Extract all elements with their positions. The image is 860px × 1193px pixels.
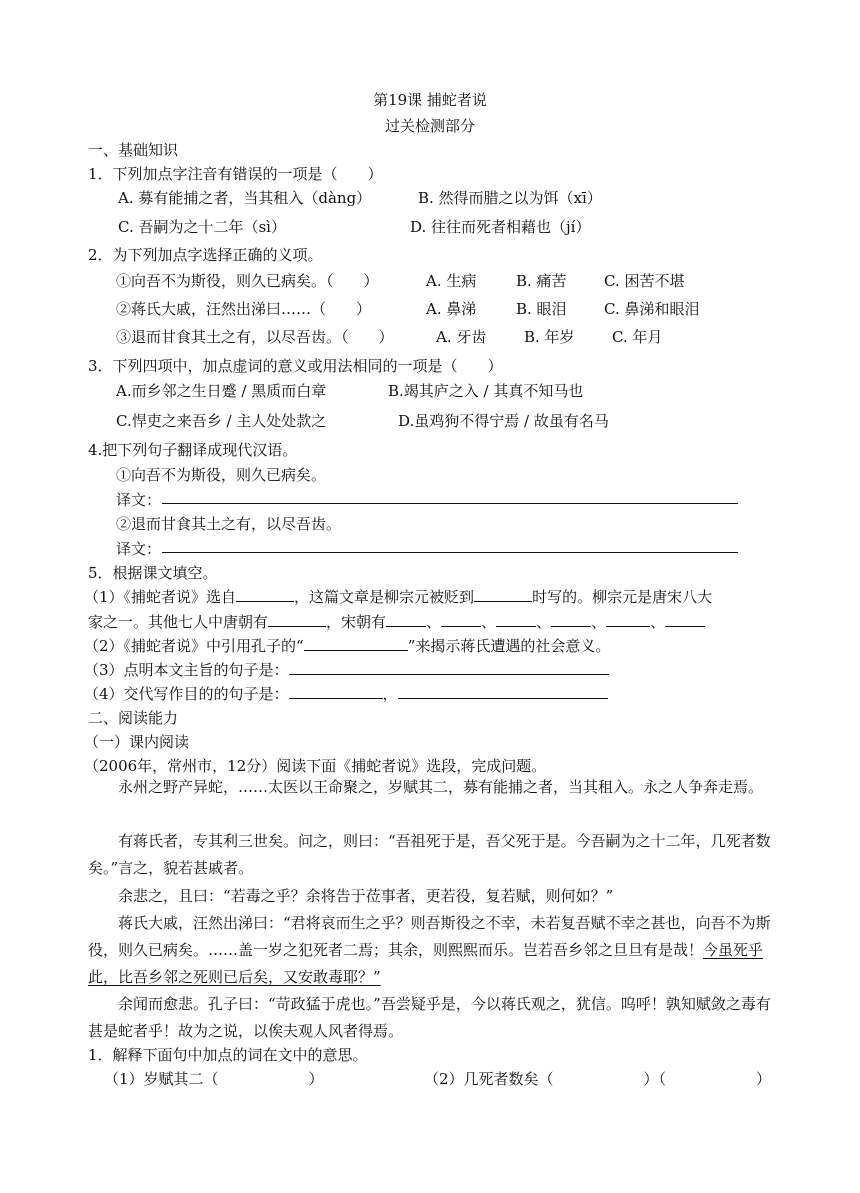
q2-item-1-b: B. 痛苦: [516, 272, 567, 290]
q5-line-3-b: ”来揭示蒋氏遭遇的社会意义。: [407, 637, 611, 655]
q5-line-2-a: 家之一。其他七人中唐朝有: [88, 613, 269, 631]
separator: 、: [650, 613, 666, 631]
q5-blank-confucius-quote[interactable]: [304, 636, 408, 651]
q5-line-1-b: ，这篇文章是柳宗元被贬到: [294, 588, 475, 606]
reading-question-1-b: （2）几死者数矣（ ）（ ）: [424, 1070, 772, 1088]
question-4-stem: 4.把下列句子翻译成现代汉语。: [88, 441, 298, 459]
q1-option-d: D. 往往而死者相藉也（jí）: [410, 218, 591, 236]
passage-paragraph-5: 余闻而愈悲。孔子曰：“苛政猛于虎也。”吾尝疑乎是，今以蒋氏观之，犹信。呜呼！孰知赋敛之毒有甚是蛇者乎！故为之说，以俟夫观人风者得焉。: [88, 995, 771, 1040]
q5-blank-song-6[interactable]: [665, 612, 705, 627]
q2-item-3: ③退而甘食其土之有，以尽吾齿。（ ）: [116, 328, 394, 346]
q3-option-a: A.而乡邻之生日蹙 / 黑质而白章: [116, 382, 327, 400]
q4-translation-1-label: 译文：: [116, 491, 162, 509]
passage-paragraph-4: [88, 910, 773, 991]
question-1-stem: 1．下列加点字注音有错误的一项是（ ）: [88, 165, 383, 183]
q3-option-d: D.虽鸡狗不得宁焉 / 故虽有名马: [398, 412, 609, 430]
q5-line-5-label: （4）交代写作目的的句子是：: [84, 685, 289, 703]
question-3-stem: 3．下列四项中，加点虚词的意义或用法相同的一项是（ ）: [88, 357, 503, 375]
q4-translation-1-blank[interactable]: [162, 489, 738, 504]
q4-sentence-1: ①向吾不为斯役，则久已病矣。: [116, 466, 327, 484]
q3-option-b: B.竭其庐之入 / 其真不知马也: [388, 382, 584, 400]
q5-blank-exile-place[interactable]: [474, 587, 532, 602]
q2-item-1-c: C. 困苦不堪: [604, 272, 685, 290]
q2-item-2-c: C. 鼻涕和眼泪: [604, 300, 700, 318]
q2-item-3-a: A. 牙齿: [436, 328, 487, 346]
section-heading-basic: 一、基础知识: [88, 141, 179, 159]
q1-option-a: A. 募有能捕之者，当其租入（dàng）: [118, 189, 372, 207]
q2-item-3-b: B. 年岁: [524, 328, 575, 346]
passage-paragraph-2: 有蒋氏者，专其利三世矣。问之，则曰：“吾祖死于是，吾父死于是。今吾嗣为之十二年，几死者数矣。”言之，貌若甚戚者。: [88, 832, 771, 877]
reading-source: （2006年，常州市，12分）阅读下面《捕蛇者说》选段，完成问题。: [84, 757, 547, 775]
q5-line-4-label: （3）点明本文主旨的句子是：: [84, 661, 289, 679]
q2-item-2-b: B. 眼泪: [516, 300, 567, 318]
q2-item-1-a: A. 生病: [426, 272, 477, 290]
q4-sentence-2: ②退而甘食其土之有，以尽吾齿。: [116, 515, 342, 533]
subsection-heading: （一）课内阅读: [84, 733, 190, 751]
q5-line-3: [84, 636, 780, 656]
q5-blank-source[interactable]: [236, 587, 294, 602]
q3-option-c: C.悍吏之来吾乡 / 主人处处款之: [116, 412, 327, 430]
passage-paragraph-1: 永州之野产异蛇，……太医以王命聚之，岁赋其二，募有能捕之者，当其租入。永之人争奔走焉。: [118, 778, 764, 796]
separator: 、: [481, 613, 497, 631]
separator: 、: [591, 613, 607, 631]
q5-line-1-c: 时写的。柳宗元是唐宋八大: [532, 588, 713, 606]
q5-line-1-a: （1）《捕蛇者说》选自: [84, 588, 237, 606]
q4-translation-2-label: 译文：: [116, 540, 162, 558]
q2-item-1: ①向吾不为斯役，则久已病矣。（ ）: [116, 272, 379, 290]
q2-item-3-c: C. 年月: [612, 328, 663, 346]
q5-blank-song-4[interactable]: [551, 612, 591, 627]
reading-question-1-stem: 1．解释下面句中加点的词在文中的意思。: [88, 1046, 368, 1064]
q5-blank-song-3[interactable]: [496, 612, 536, 627]
q5-line-3-a: （2）《捕蛇者说》中引用孔子的“: [84, 637, 304, 655]
q5-blank-song-5[interactable]: [606, 612, 650, 627]
q1-option-c: C. 吾嗣为之十二年（sì）: [118, 218, 286, 236]
q2-item-2: ②蒋氏大戚，汪然出涕曰……（ ）: [116, 300, 372, 318]
q5-line-2-b: ，宋朝有: [326, 613, 387, 631]
q5-blank-theme-sentence[interactable]: [289, 660, 609, 675]
question-2-stem: 2．为下列加点字选择正确的义项。: [88, 246, 323, 264]
underlined-sentence: 今虽死乎此，比吾乡邻之死则已后矣，又安敢毒耶？”: [88, 941, 764, 986]
q5-blank-song-1[interactable]: [386, 612, 426, 627]
q5-blank-purpose-2[interactable]: [398, 684, 608, 699]
reading-question-1-a: （1）岁赋其二（ ）: [104, 1070, 324, 1088]
q4-translation-2-blank[interactable]: [162, 538, 738, 553]
question-5-stem: 5．根据课文填空。: [88, 564, 218, 582]
q5-blank-tang[interactable]: [268, 612, 326, 627]
q2-item-2-a: A. 鼻涕: [426, 300, 477, 318]
page-subtitle: 过关检测部分: [384, 117, 475, 135]
separator: 、: [426, 613, 442, 631]
q5-line-1: [84, 587, 780, 607]
q1-option-b: B. 然得而腊之以为饵（xī）: [418, 189, 602, 207]
q5-line-4: [84, 660, 780, 680]
q5-blank-song-2[interactable]: [441, 612, 481, 627]
q5-blank-purpose-1[interactable]: [289, 684, 383, 699]
passage-paragraph-3: 余悲之，且曰：“若毒之乎？余将告于莅事者，更若役，复若赋，则何如？”: [118, 887, 614, 905]
page-title: 第19课 捕蛇者说: [373, 91, 487, 109]
separator: ，: [382, 685, 398, 703]
passage-paragraph-4-text: 蒋氏大戚，汪然出涕曰：“君将哀而生之乎？则吾斯役之不幸，未若复吾赋不幸之甚也，向吾不为斯役，则久已病矣。……盖一岁之犯死者二焉；其余，则熙熙而乐。岂若吾乡邻之旦旦有是哉！: [88, 914, 771, 959]
q5-line-2: [88, 612, 780, 632]
section-heading-reading: 二、阅读能力: [88, 709, 179, 727]
separator: 、: [536, 613, 552, 631]
q5-line-5: [84, 684, 780, 704]
